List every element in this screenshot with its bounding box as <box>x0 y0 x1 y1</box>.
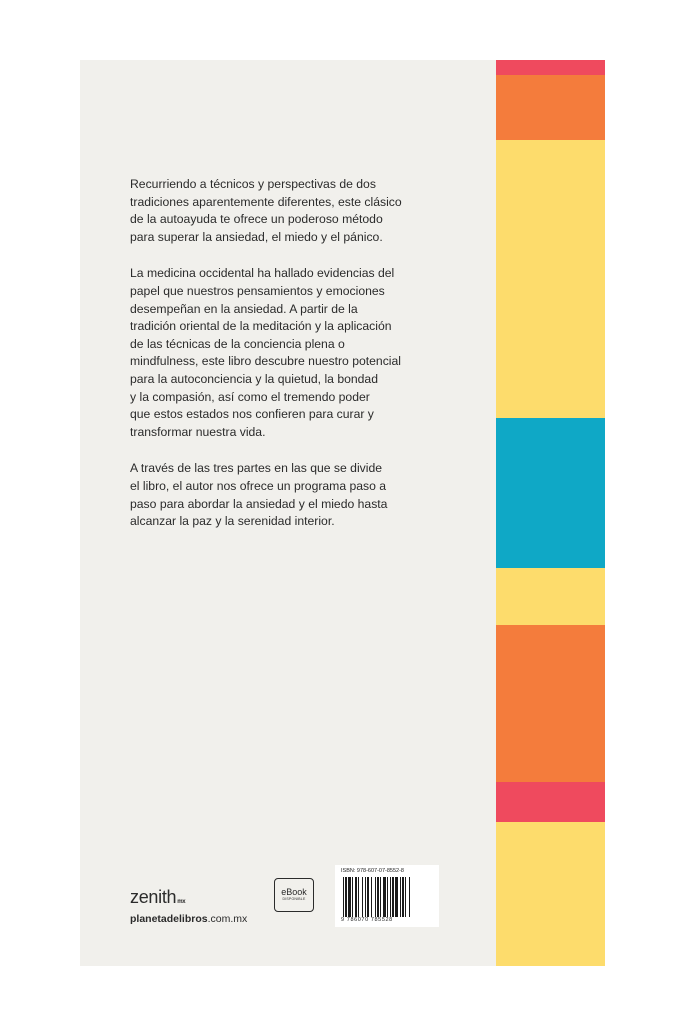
barcode-bar <box>380 877 381 917</box>
barcode-bar <box>390 877 391 917</box>
stripe-orange-top <box>496 75 605 140</box>
stripe-yellow-middle <box>496 568 605 625</box>
barcode-bars <box>343 877 431 917</box>
blurb-paragraph-2: La medicina occidental ha hallado evidencias del papel que nuestros pensamientos y emociones desempeñan en la ansiedad. A partir de la tradición oriental de la meditación y la aplicación de las técnicas de la conciencia plena o mindfulness, este libro descubre nuestro potencial para la autoconciencia y la quietud, la bondad y la compasión, así como el tremendo poder que estos estados nos confieren para curar y transformar nuestra vida. <box>130 266 401 439</box>
barcode-bar <box>371 877 372 917</box>
barcode-bar <box>375 877 376 917</box>
barcode-bar <box>348 877 351 917</box>
website-rest: .com.mx <box>207 913 248 925</box>
stripe-teal <box>496 418 605 568</box>
barcode-bar <box>409 877 410 917</box>
barcode-bar <box>383 877 386 917</box>
barcode-bar <box>362 877 363 917</box>
barcode-bar <box>395 877 398 917</box>
barcode-bar <box>352 877 353 917</box>
barcode-bar <box>392 877 394 917</box>
stripe-yellow-upper <box>496 140 605 418</box>
barcode-bar <box>355 877 357 917</box>
isbn-text: ISBN: 978-607-07-8552-8 <box>341 868 404 874</box>
blurb-text <box>130 176 440 550</box>
barcode-bar <box>343 877 344 917</box>
color-stripes <box>496 60 605 966</box>
barcode-bar <box>402 877 404 917</box>
ebook-badge <box>274 878 314 912</box>
barcode-bar <box>387 877 388 917</box>
barcode-bar <box>400 877 401 917</box>
barcode-bar <box>345 877 347 917</box>
website-bold: planetadelibros <box>130 913 208 925</box>
ebook-label: eBook <box>281 887 307 897</box>
publisher-logo-word: zenith <box>130 887 177 907</box>
barcode-digits: 9 786070 785528 <box>341 917 393 923</box>
blurb-paragraph-3: A través de las tres partes en las que se divide el libro, el autor nos ofrece un programa paso a paso para abordar la ansiedad y el miedo hasta alcanzar la paz y la serenidad interior. <box>130 461 388 529</box>
blurb-paragraph-1: Recurriendo a técnicos y perspectivas de dos tradiciones aparentemente diferentes, este clásico de la autoayuda te ofrece un poderoso método para superar la ansiedad, el miedo y el pánico. <box>130 177 402 244</box>
barcode-bar <box>405 877 406 917</box>
barcode <box>335 865 439 927</box>
barcode-bar <box>367 877 369 917</box>
stripe-yellow-bottom <box>496 822 605 966</box>
stripe-orange-lower <box>496 625 605 782</box>
publisher-logo-suffix: mx <box>177 899 186 905</box>
barcode-bar <box>377 877 379 917</box>
stripe-coral-lower <box>496 782 605 822</box>
barcode-bar <box>358 877 359 917</box>
publisher-logo <box>130 887 185 908</box>
stripe-coral-top <box>496 60 605 75</box>
publisher-website <box>130 913 247 925</box>
ebook-sub: DISPONIBLE <box>282 897 306 901</box>
barcode-bar <box>365 877 366 917</box>
